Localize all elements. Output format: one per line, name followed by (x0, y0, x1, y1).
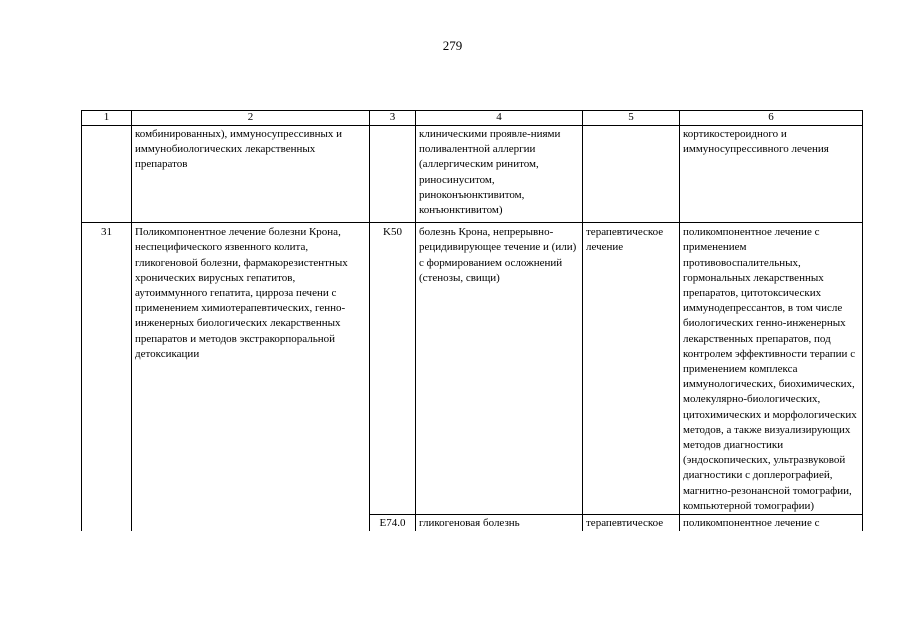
treatment-method-cell: поликомпонентное лечение с применением противовоспалительных, гормональных лекарственных препаратов, цитотоксических иммунодепрессантов, в том числе биологических генно-инженерных лекарственных препаратов, под контролем эффективности терапии с применением комплекса иммунологических, биохимических, молекулярно-биологических, цитохимических и морфологических методов, а также визуализирующих методов диагностики (эндоскопических, ультразвуковой диагностики с доплерографией, магнитно-резонансной томографии, компьютерной томографии) (680, 223, 863, 515)
icd-code-cell: E74.0 (370, 515, 416, 532)
patient-model-cell: болезнь Крона, непрерывно-рецидивирующее течение и (или) с формированием осложнений (стенозы, свищи) (416, 223, 583, 515)
services-table (81, 110, 863, 531)
column-number-row (82, 111, 863, 126)
icd-code-cell (370, 126, 416, 223)
service-name-cell: Поликомпонентное лечение болезни Крона, неспецифического язвенного колита, гликогеновой болезни, фармакорезистентных хронических вирусных гепатитов, аутоиммунного гепатита, цирроза печени с применением химиотерапевтических, генно-инженерных биологических лекарственных препаратов и методов экстракорпоральной детоксикации (132, 223, 370, 532)
row-number-cell: 31 (82, 223, 132, 532)
column-number-1: 1 (82, 111, 132, 126)
table-row-continuation (82, 126, 863, 223)
column-number-6: 6 (680, 111, 863, 126)
service-name-cell: комбинированных), иммуносупрессивных и иммунобиологических лекарственных препаратов (132, 126, 370, 223)
treatment-type-cell: терапевтическое лечение (583, 223, 680, 515)
column-number-5: 5 (583, 111, 680, 126)
patient-model-cell: гликогеновая болезнь (416, 515, 583, 532)
column-number-4: 4 (416, 111, 583, 126)
patient-model-cell: клиническими проявле-ниями поливалентной аллергии (аллергическим ринитом, риносинуситом, риноконъюнктивитом, конъюнктивитом) (416, 126, 583, 223)
treatment-method-cell: поликомпонентное лечение с (680, 515, 863, 532)
icd-code-cell: K50 (370, 223, 416, 515)
treatment-type-cell (583, 126, 680, 223)
table-row-31 (82, 223, 863, 515)
column-number-3: 3 (370, 111, 416, 126)
row-number-cell (82, 126, 132, 223)
column-number-2: 2 (132, 111, 370, 126)
treatment-type-cell: терапевтическое (583, 515, 680, 532)
page-number: 279 (442, 38, 463, 53)
treatment-method-cell: кортикостероидного и иммуносупрессивного лечения (680, 126, 863, 223)
